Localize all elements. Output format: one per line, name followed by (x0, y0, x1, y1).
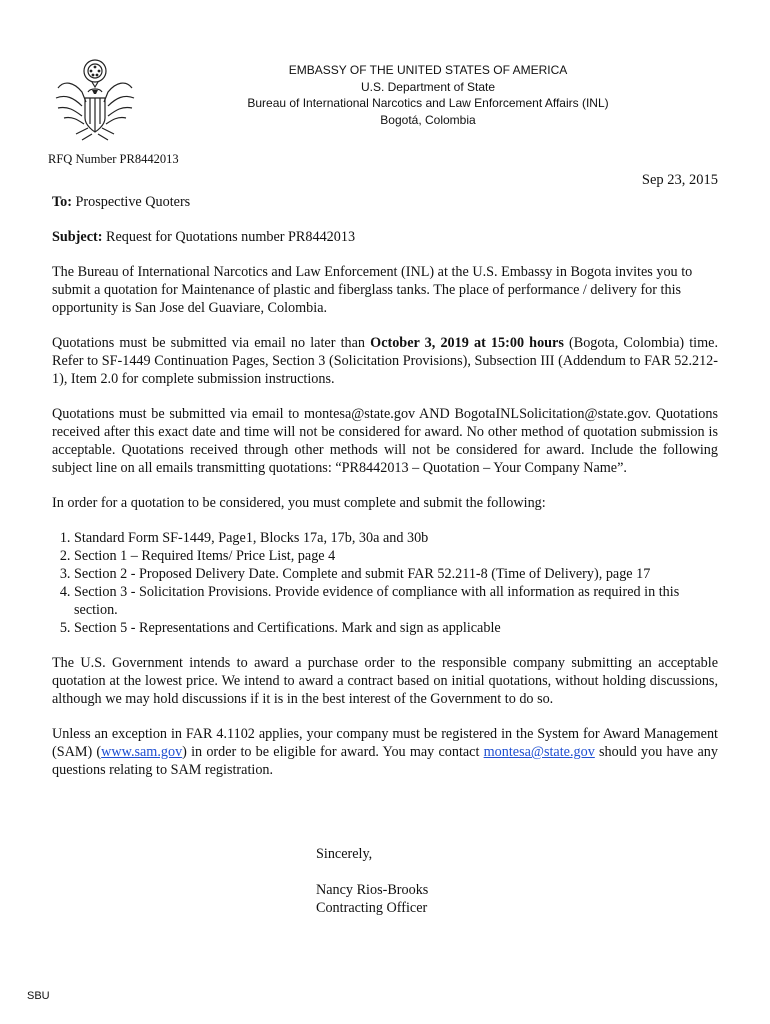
list-item: 5. Section 5 - Representations and Certifications. Mark and sign as applicable (74, 619, 718, 637)
award-paragraph: The U.S. Government intends to award a purchase order to the responsible company submitting an acceptable quotation at the lowest price. We intend to award a contract based on initial quotations, without holding discussions, although we may hold discussions if it is in the best interest of the Government to do so. (52, 655, 718, 707)
deadline-text-after: (Bogota, Colombia) time. Refer to SF-1449 Continuation Pages, Section 3 (Solicitation Provisions), Subsection III (Addendum to FAR 52.212-1), Item 2.0 for complete submission instructions. (52, 335, 719, 387)
sbu-marking: SBU (27, 990, 50, 1002)
letterhead-embassy: EMBASSY OF THE UNITED STATES OF AMERICA (288, 63, 568, 77)
requirements-intro: In order for a quotation to be considered, you must complete and submit the following: (52, 495, 546, 511)
deadline-paragraph (52, 334, 718, 388)
list-item: 1. Standard Form SF-1449, Page1, Blocks 17a, 17b, 30a and 30b (74, 529, 718, 547)
list-item: 3. Section 2 - Proposed Delivery Date. Complete and submit FAR 52.211-8 (Time of Delivery), page 17 (74, 565, 718, 583)
subject-value: Request for Quotations number PR8442013 (102, 229, 356, 245)
subject-line (52, 228, 718, 246)
subject-label: Subject: (52, 229, 103, 245)
rfq-number: RFQ Number PR8442013 (48, 152, 179, 166)
letterhead-bureau: Bureau of International Narcotics and Law Enforcement Affairs (INL) (247, 96, 609, 110)
sam-website-link[interactable]: www.sam.gov (101, 744, 183, 760)
sam-text-1: Unless an exception in FAR 4.1102 applies, your company must be registered in the System for Award Management (SAM) ( (52, 726, 718, 760)
signer-name: Nancy Rios-Brooks (316, 882, 429, 898)
intro-paragraph: The Bureau of International Narcotics and Law Enforcement (INL) at the U.S. Embassy in Bogota invites you to submit a quotation for Maintenance of plastic and fiberglass tanks. The place of performance / delivery for this opportunity is San Jose del Guaviare, Colombia. (52, 264, 693, 316)
signer-title: Contracting Officer (316, 900, 428, 916)
letter-body (52, 193, 718, 796)
to-value: Prospective Quoters (71, 194, 191, 210)
letter-date: Sep 23, 2015 (641, 172, 718, 188)
eagle-seal-icon (52, 54, 138, 146)
sam-text-2: ) in order to be eligible for award. You may contact (182, 744, 484, 760)
list-item: 2. Section 1 – Required Items/ Price List, page 4 (74, 547, 718, 565)
to-line (52, 193, 718, 211)
letterhead (215, 62, 641, 128)
salutation: Sincerely, (316, 846, 373, 862)
letterhead-department: U.S. Department of State (360, 79, 496, 94)
sam-paragraph (52, 725, 718, 779)
submission-paragraph: Quotations must be submitted via email to montesa@state.gov AND BogotaINLSolicitation@state.gov. Quotations received after this exact date and time will not be considered for award. No other method of quotation submission is acceptable. Quotations received through other methods will not be considered for award. Include the following subject line on all emails transmitting quotations: “PR8442013 – Quotation – Your Company Name”. (52, 406, 718, 476)
sam-text-3: should you have any questions relating to SAM registration. (52, 744, 718, 778)
letterhead-city: Bogotá, Colombia (380, 112, 476, 127)
contact-email-link[interactable]: montesa@state.gov (483, 744, 595, 760)
to-label: To: (52, 194, 72, 210)
closing-block (316, 845, 428, 917)
requirements-list (52, 529, 718, 637)
list-item: 4. Section 3 - Solicitation Provisions. Provide evidence of compliance with all information as required in this section. (74, 583, 718, 619)
deadline-date: October 3, 2019 at 15:00 hours (370, 335, 564, 351)
deadline-text-before: Quotations must be submitted via email no later than (52, 335, 371, 351)
